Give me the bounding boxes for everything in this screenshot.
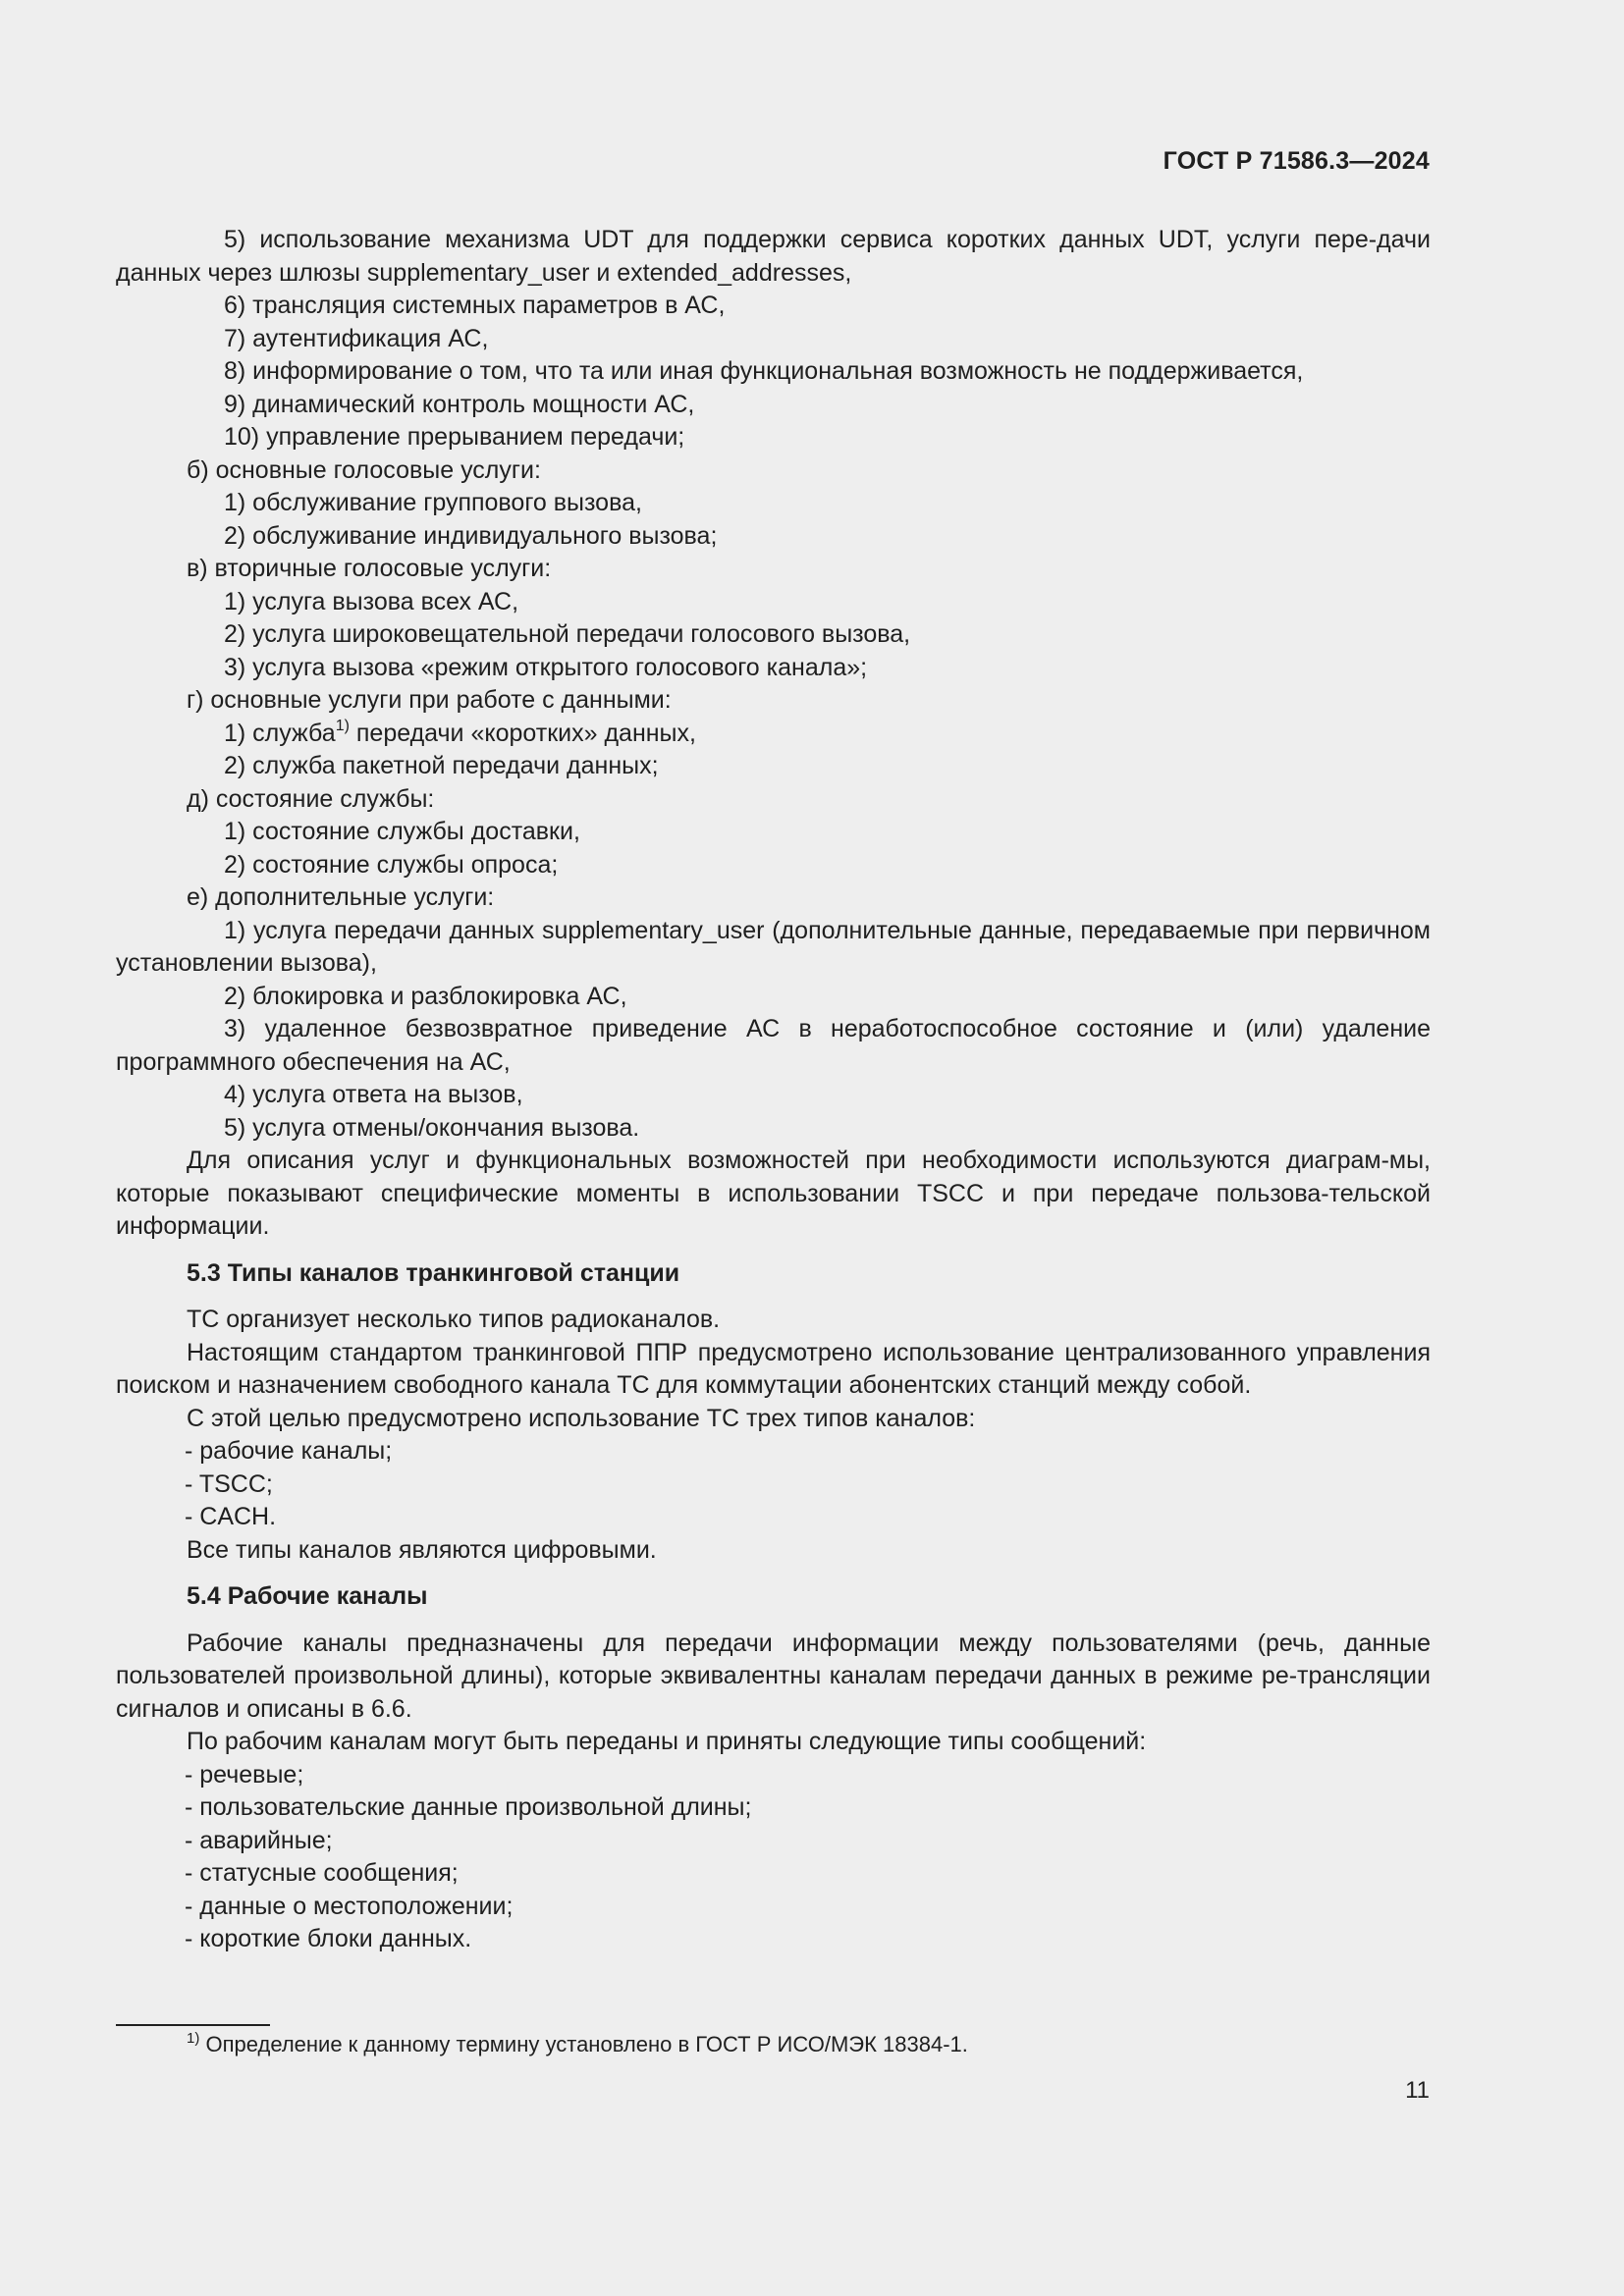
footnote — [187, 2032, 968, 2057]
page-number: 11 — [1405, 2077, 1430, 2104]
footnote-ref: 1) — [335, 717, 350, 734]
paragraph: г) основные услуги при работе с данными: — [187, 686, 672, 714]
paragraph: По рабочим каналам могут быть переданы и приняты следующие типы сообщений: — [187, 1728, 1147, 1755]
paragraph: д) состояние службы: — [187, 784, 435, 813]
paragraph: 1) услуга вызова всех АС, — [224, 587, 519, 615]
paragraph: 3) удаленное безвозвратное приведение АС в неработоспособное состояние и (или) удаление программного обеспечения на АС, — [116, 1015, 1431, 1076]
footnote-divider — [116, 2024, 270, 2026]
list-item: - рабочие каналы; — [185, 1437, 393, 1465]
paragraph: 1) обслуживание группового вызова, — [224, 489, 642, 516]
paragraph: Настоящим стандартом транкинговой ППР предусмотрено использование централизованного управления поиском и назначением свободного канала ТС для коммутации абонентских станций между собой. — [116, 1338, 1431, 1399]
paragraph: 8) информирование о том, что та или иная функциональная возможность не поддерживается, — [224, 357, 1304, 385]
paragraph: 6) трансляция системных параметров в АС, — [224, 292, 726, 319]
paragraph: 2) услуга широковещательной передачи голосового вызова, — [224, 620, 911, 648]
document-body — [116, 224, 1431, 1956]
list-item: - речевые; — [185, 1760, 304, 1789]
paragraph: 9) динамический контроль мощности АС, — [224, 390, 695, 418]
list-item: - аварийные; — [185, 1826, 333, 1854]
section-heading: 5.4 Рабочие каналы — [187, 1582, 428, 1610]
document-header: ГОСТ Р 71586.3—2024 — [1163, 147, 1430, 175]
paragraph: 10) управление прерыванием передачи; — [224, 423, 685, 451]
paragraph: 3) услуга вызова «режим открытого голосового канала»; — [224, 653, 868, 681]
footnote-text: Определение к данному термину установлено в ГОСТ Р ИСО/МЭК 18384-1. — [205, 2032, 968, 2056]
footnote-marker: 1) — [187, 2030, 200, 2047]
list-item: - данные о местоположении; — [185, 1892, 514, 1920]
paragraph: б) основные голосовые услуги: — [187, 455, 541, 484]
list-item: - пользовательские данные произвольной длины; — [185, 1793, 752, 1821]
paragraph: С этой целью предусмотрено использование ТС трех типов каналов: — [187, 1404, 976, 1432]
paragraph: Для описания услуг и функциональных возможностей при необходимости используются диаграм-мы, которые показывают специфические моменты в использовании TSCC и при передаче пользова-тельской информации. — [116, 1147, 1431, 1240]
section-heading: 5.3 Типы каналов транкинговой станции — [187, 1258, 680, 1287]
paragraph: е) дополнительные услуги: — [187, 883, 495, 911]
paragraph: 1) служба$^{1)}$ передачи «коротких» данных, — [224, 717, 696, 747]
paragraph: 5) услуга отмены/окончания вызова. — [224, 1113, 640, 1142]
paragraph: 2) состояние службы опроса; — [224, 850, 559, 879]
paragraph: Рабочие каналы предназначены для передачи информации между пользователями (речь, данные пользователей произвольной длины), которые эквивалентны каналам передачи данных в режиме ре-трансляции сигналов и описаны в 6.6. — [116, 1629, 1431, 1723]
paragraph: 1) состояние службы доставки, — [224, 818, 580, 845]
list-item: - CACH. — [185, 1503, 277, 1530]
paragraph: 5) использование механизма UDT для поддержки сервиса коротких данных UDT, услуги пере-дачи данных через шлюзы supplementary_user и extended_addresses, — [116, 226, 1431, 287]
paragraph: 7) аутентификация АС, — [224, 324, 489, 352]
paragraph: 2) служба пакетной передачи данных; — [224, 752, 659, 779]
paragraph: 1) услуга передачи данных supplementary_user (дополнительные данные, передаваемые при первичном установлении вызова), — [116, 916, 1431, 977]
paragraph: Все типы каналов являются цифровыми. — [187, 1535, 657, 1564]
list-item: - статусные сообщения; — [185, 1859, 459, 1887]
paragraph: 4) услуга ответа на вызов, — [224, 1081, 523, 1108]
list-item: - TSCC; — [185, 1469, 273, 1498]
paragraph: 2) блокировка и разблокировка АС, — [224, 982, 627, 1010]
paragraph: 2) обслуживание индивидуального вызова; — [224, 521, 718, 550]
paragraph: в) вторичные голосовые услуги: — [187, 555, 552, 582]
paragraph: ТС организует несколько типов радиоканалов. — [187, 1306, 721, 1333]
list-item: - короткие блоки данных. — [185, 1925, 472, 1952]
